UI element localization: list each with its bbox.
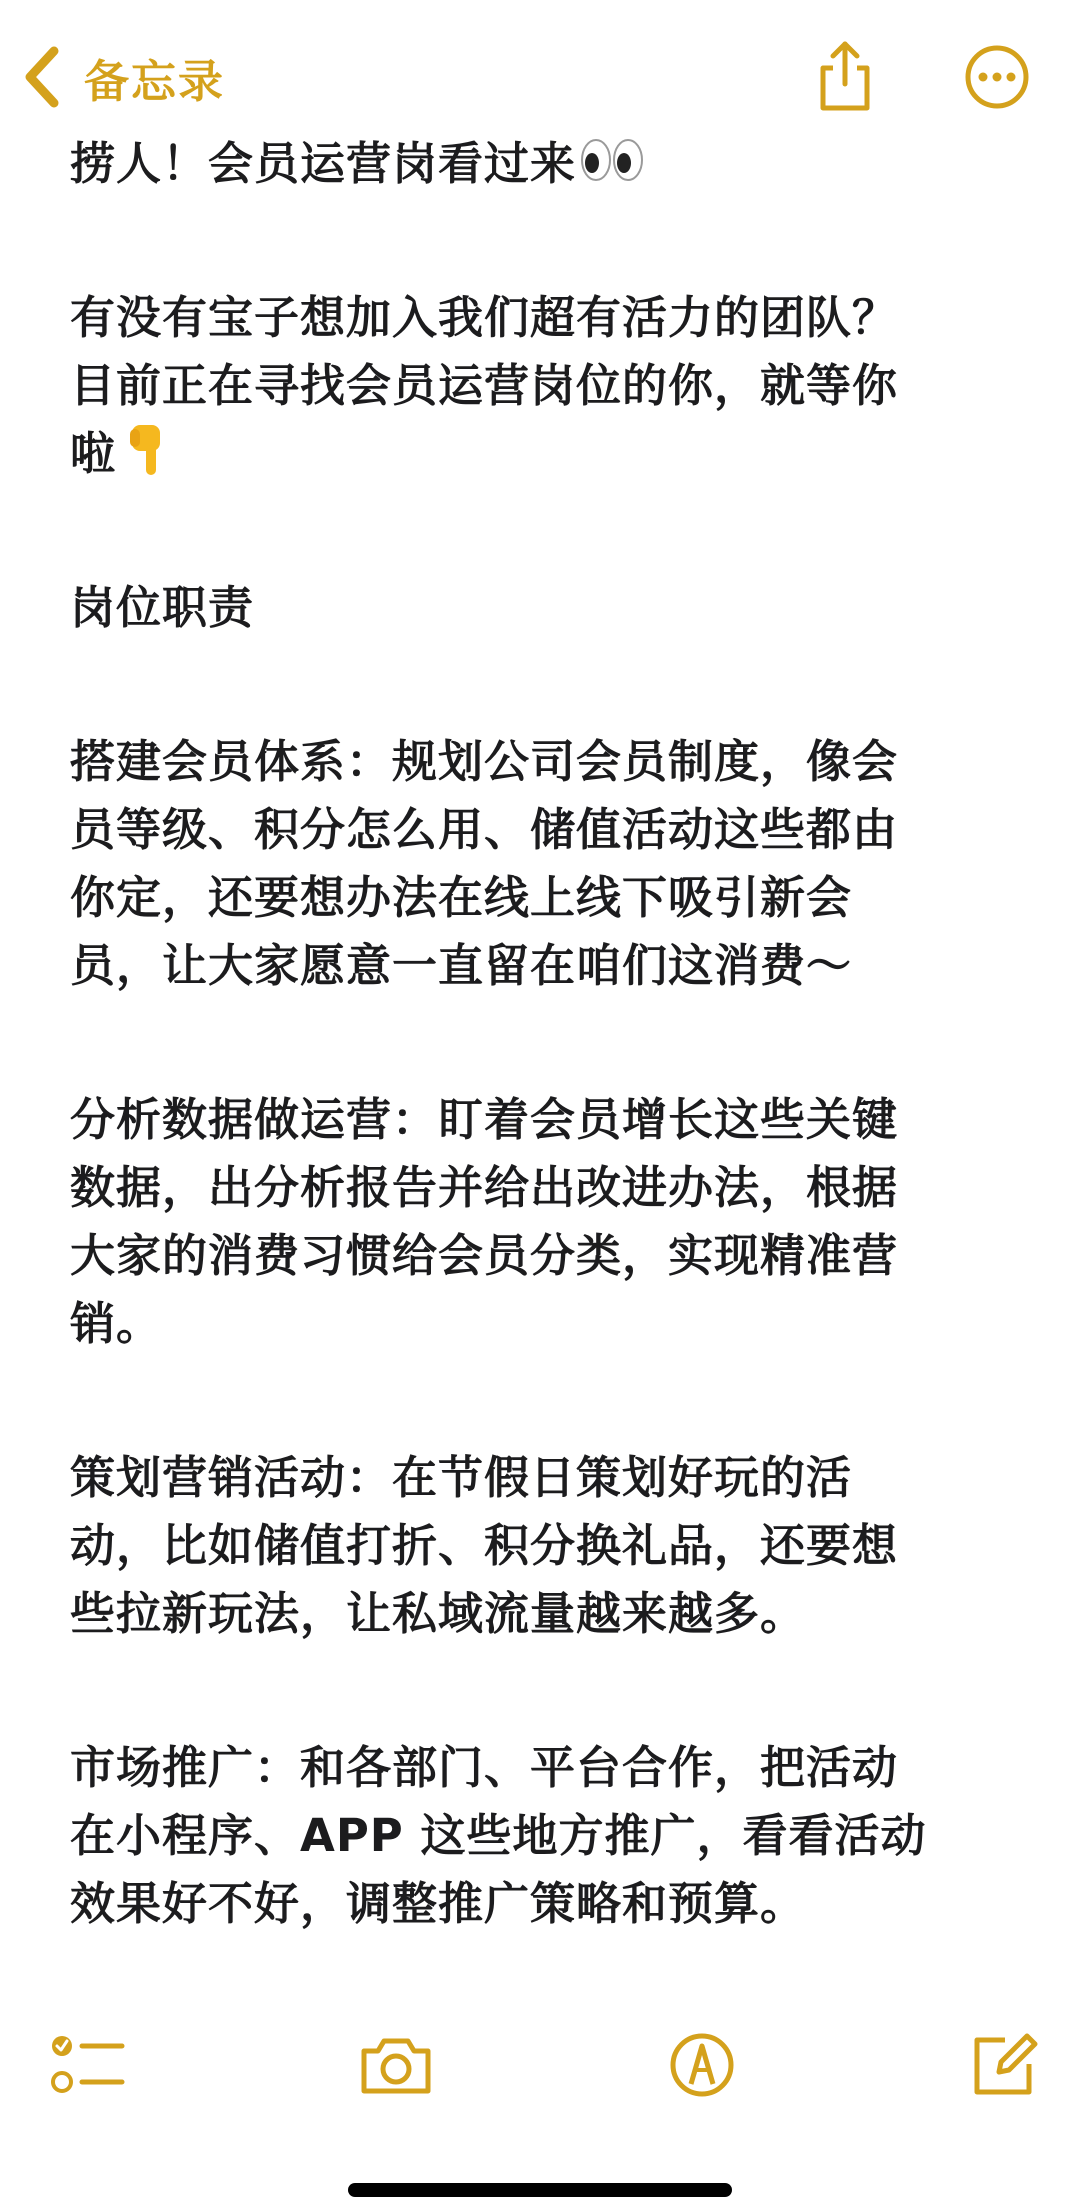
duty3-line-3: 些拉新玩法，让私域流量越来越多。: [70, 1587, 807, 1640]
intro-line-3-text: 啦: [70, 427, 117, 480]
duty2-line-3: 大家的消费习惯给会员分类，实现精准营: [70, 1229, 899, 1282]
markup-pen-icon: [669, 2032, 735, 2098]
duty3-line-1: 策划营销活动：在节假日策划好玩的活: [70, 1451, 853, 1504]
note-title-text: 捞人！会员运营岗看过来: [70, 137, 577, 190]
markup-button[interactable]: [662, 2020, 742, 2110]
note-title: [70, 130, 1010, 198]
share-icon: [815, 38, 875, 114]
checklist-button[interactable]: [48, 2020, 128, 2110]
ellipsis-circle-icon: [964, 44, 1030, 110]
duty1-line-3: 你定，还要想办法在线上线下吸引新会: [70, 871, 853, 924]
back-label: 备忘录: [84, 54, 226, 108]
intro-line-2: 目前正在寻找会员运营岗位的你，就等你: [70, 359, 899, 412]
duty1-line-2: 员等级、积分怎么用、储值活动这些都由: [70, 803, 899, 856]
section-heading: 岗位职责: [70, 581, 255, 634]
camera-icon: [358, 2035, 434, 2095]
home-indicator: [348, 2183, 732, 2197]
compose-button[interactable]: [964, 2020, 1044, 2110]
duty4-line-3: 效果好不好，调整推广策略和预算。: [70, 1877, 807, 1930]
pointing-down-emoji-icon: [128, 421, 168, 479]
back-button[interactable]: [20, 42, 225, 112]
navigation-bar: [0, 0, 1080, 150]
note-body[interactable]: [70, 130, 1010, 1938]
bottom-toolbar: [0, 2020, 1080, 2130]
intro-line-3: [70, 420, 1010, 488]
duty1-line-4: 员，让大家愿意一直留在咱们这消费～: [70, 939, 853, 992]
eyes-emoji-icon: [580, 137, 644, 183]
duty3-line-2: 动，比如储值打折、积分换礼品，还要想: [70, 1519, 899, 1572]
checklist-icon: [50, 2032, 126, 2098]
intro-line-1: 有没有宝子想加入我们超有活力的团队？: [70, 291, 899, 344]
share-button[interactable]: [810, 36, 880, 116]
chevron-left-icon: [20, 45, 64, 109]
duty2-line-2: 数据，出分析报告并给出改进办法，根据: [70, 1161, 899, 1214]
duty1-line-1: 搭建会员体系：规划公司会员制度，像会: [70, 735, 899, 788]
duty2-line-4: 销。: [70, 1297, 163, 1350]
more-button[interactable]: [962, 42, 1032, 112]
duty2-line-1: 分析数据做运营：盯着会员增长这些关键: [70, 1093, 899, 1146]
compose-icon: [969, 2030, 1039, 2100]
duty4-line-1: 市场推广：和各部门、平台合作，把活动: [70, 1741, 899, 1794]
duty4-line-2: 在小程序、APP 这些地方推广，看看活动: [70, 1809, 927, 1862]
camera-button[interactable]: [356, 2020, 436, 2110]
